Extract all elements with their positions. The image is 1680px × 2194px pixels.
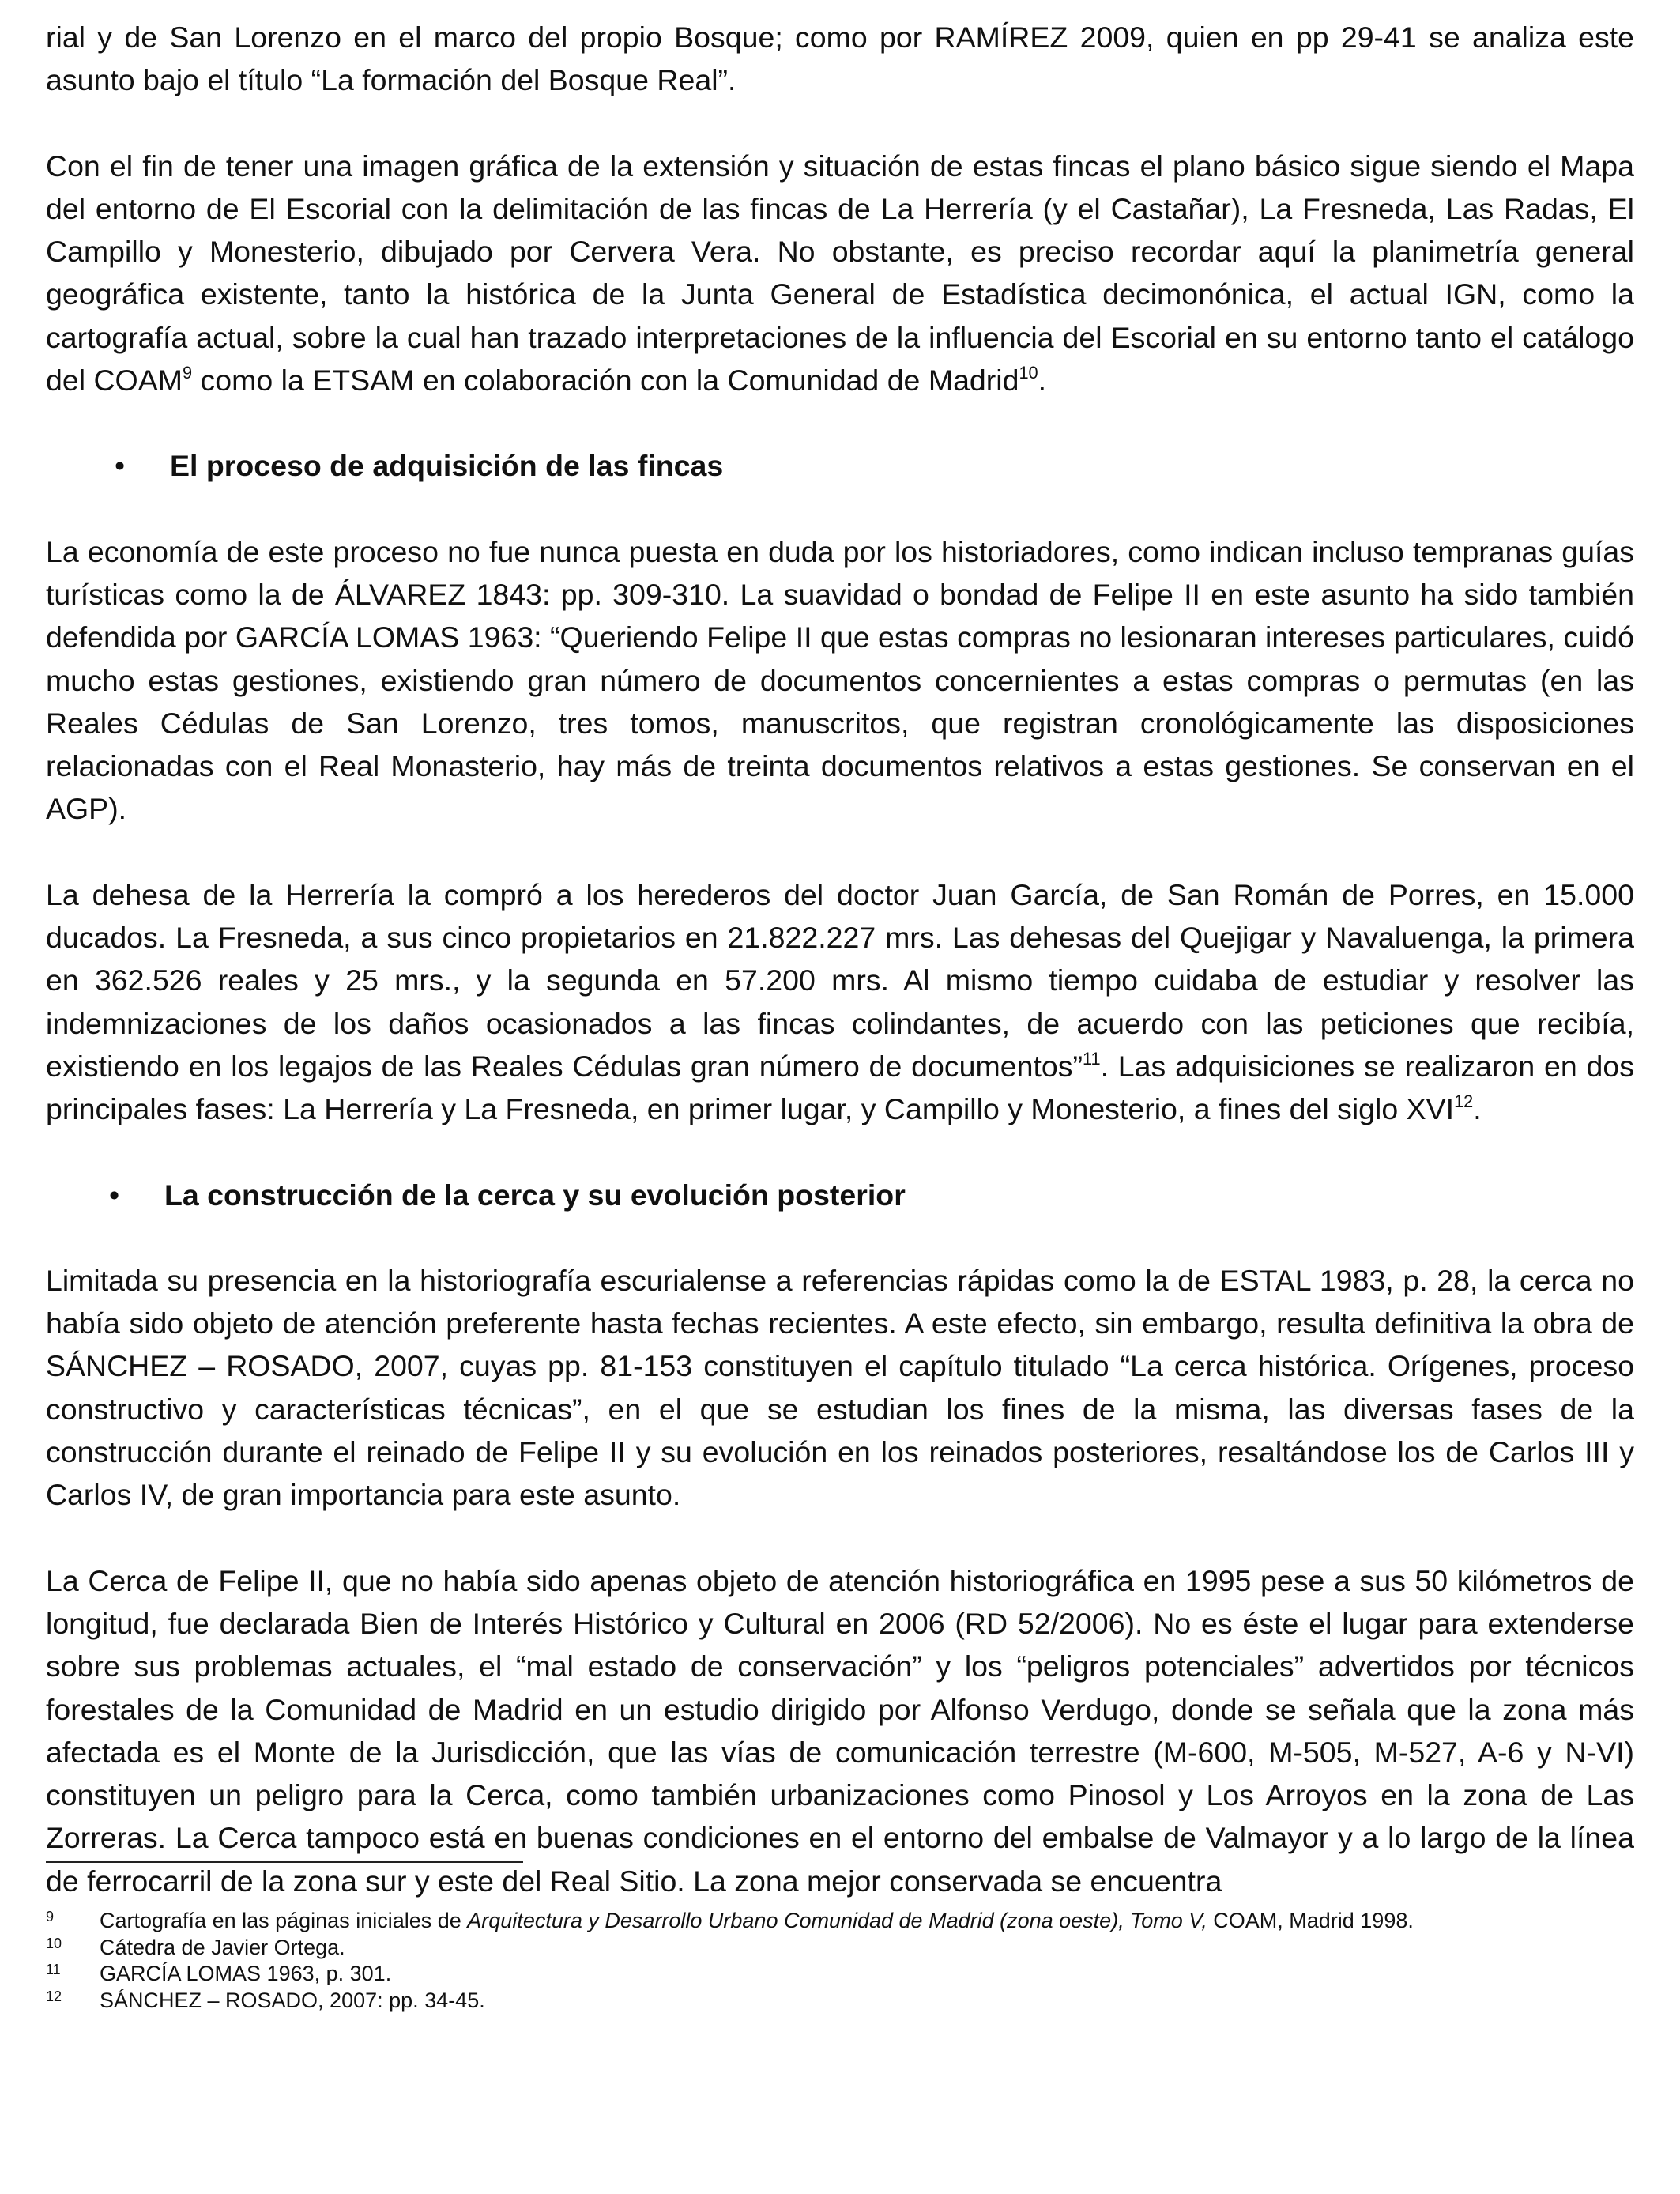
section-heading-adquisicion xyxy=(46,444,1634,487)
footnote-ref-11[interactable]: 11 xyxy=(1082,1048,1101,1069)
footnote-text: GARCÍA LOMAS 1963, p. 301. xyxy=(100,1962,392,1985)
footnote-separator xyxy=(46,1861,523,1863)
footnote-text: Cátedra de Javier Ortega. xyxy=(100,1935,345,1959)
footnote-text: SÁNCHEZ – ROSADO, 2007: pp. 34-45. xyxy=(100,1988,485,2012)
paragraph-dehesa-text-a: La dehesa de la Herrería la compró a los herederos del doctor Juan García, de San Román de Porres, en 15.000 ducados. La Fresneda, a sus cinco propietarios en 21.822.227 mrs. Las dehesas del Quejigar y Navaluenga, la primera en 362.526 reales y 25 mrs., y la segunda en 57.200 mrs. Al mismo tiempo cuidaba de estudiar y resolver las indemnizaciones de los daños ocasionados a las fincas colindantes, de acuerdo con las peticiones que recibía, existiendo en los legajos de las Reales Cédulas gran número de documentos” xyxy=(46,877,1634,1083)
footnote-10 xyxy=(46,1935,1634,1962)
footnote-number: 10 xyxy=(46,1935,62,1951)
bullet-icon: • xyxy=(115,449,126,483)
paragraph-dehesa-text-c: . xyxy=(1473,1092,1482,1126)
footnotes xyxy=(46,1908,1634,2014)
paragraph-intro-continuation: rial y de San Lorenzo en el marco del propio Bosque; como por RAMÍREZ 2009, quien en pp 29-41 se analiza este asunto bajo el título “La formación del Bosque Real”. xyxy=(46,21,1634,97)
footnote-text: Cartografía en las páginas iniciales de xyxy=(100,1909,468,1932)
footnote-9 xyxy=(46,1908,1634,1935)
paragraph-historiografia: Limitada su presencia en la historiografía escurialense a referencias rápidas como la de ESTAL 1983, p. 28, la cerca no había sido objeto de atención preferente hasta fechas recientes. A este efecto, sin embargo, resulta definitiva la obra de SÁNCHEZ – ROSADO, 2007, cuyas pp. 81-153 constituyen el capítulo titulado “La cerca histórica. Orígenes, proceso constructivo y características técnicas”, en el que se estudian los fines de la misma, las diversas fases de la construcción durante el reinado de Felipe II y su evolución en los reinados posteriores, resaltándose los de Carlos III y Carlos IV, de gran importancia para este asunto. xyxy=(46,1263,1634,1512)
footnote-number: 11 xyxy=(46,1962,61,1977)
paragraph-cartography-text-b: como la ETSAM en colaboración con la Comunidad de Madrid xyxy=(192,364,1019,398)
paragraph-cartography-text-a: Con el fin de tener una imagen gráfica de la extensión y situación de estas fincas el plano básico sigue siendo el Mapa del entorno de El Escorial con la delimitación de las fincas de La Herrería (y el Castañar), La Fresneda, Las Radas, El Campillo y Monesterio, dibujado por Cervera Vera. No obstante, es preciso recordar aquí la planimetría general geográfica existente, tanto la histórica de la Junta General de Estadística decimonónica, el actual IGN, como la cartografía actual, sobre la cual han trazado interpretaciones de la influencia del Escorial en su entorno tanto el catálogo del COAM xyxy=(46,149,1634,398)
footnote-text: COAM, Madrid 1998. xyxy=(1207,1909,1414,1932)
paragraph-cartography-text-c: . xyxy=(1038,364,1047,398)
section-heading-text: La construcción de la cerca y su evolución posterior xyxy=(164,1178,906,1212)
paragraph-dehesa-text-b: . Las adquisiciones se realizaron en dos principales fases: La Herrería y La Fresneda, en primer lugar, y Campillo y Monesterio, a fines del siglo XVI xyxy=(46,1049,1635,1126)
document-body xyxy=(46,16,1634,1902)
bullet-icon: • xyxy=(109,1178,120,1212)
footnote-ref-12[interactable]: 12 xyxy=(1454,1091,1474,1112)
footnote-number: 9 xyxy=(46,1909,55,1924)
footnote-number: 12 xyxy=(46,1988,62,2004)
paragraph-cerca-felipe: La Cerca de Felipe II, que no había sido apenas objeto de atención historiográfica en 1995 pese a sus 50 kilómetros de longitud, fue declarada Bien de Interés Histórico y Cultural en 2006 (RD 52/2006). No es éste el lugar para extenderse sobre sus problemas actuales, el “mal estado de conservación” y los “peligros potenciales” advertidos por técnicos forestales de la Comunidad de Madrid en un estudio dirigido por Alfonso Verdugo, donde se señala que la zona más afectada es el Monte de la Jurisdicción, que las vías de comunicación terrestre (M-600, M-505, M-527, A-6 y N-VI) constituyen un peligro para la Cerca, como también urbanizaciones como Pinosol y Los Arroyos en la zona de Las Zorreras. La Cerca tampoco está en buenas condiciones en el entorno del embalse de Valmayor y a lo largo de la línea de ferrocarril de la zona sur y este del Real Sitio. La zona mejor conservada se encuentra xyxy=(46,1563,1634,1898)
paragraph-dehesa xyxy=(46,873,1634,1131)
footnote-ref-9[interactable]: 9 xyxy=(182,362,193,383)
section-heading-text: El proceso de adquisición de las fincas xyxy=(170,449,724,483)
paragraph-cartography xyxy=(46,145,1634,402)
paragraph-economia: La economía de este proceso no fue nunca puesta en duda por los historiadores, como indican incluso tempranas guías turísticas como la de ÁLVAREZ 1843: pp. 309-310. La suavidad o bondad de Felipe II en este asunto ha sido también defendida por GARCÍA LOMAS 1963: “Queriendo Felipe II que estas compras no lesionaran intereses particulares, cuidó mucho estas gestiones, existiendo gran número de documentos concernientes a estas compras o permutas (en las Reales Cédulas de San Lorenzo, tres tomos, manuscritos, que registran cronológicamente las disposiciones relacionadas con el Real Monasterio, hay más de treinta documentos relativos a estas gestiones. Se conservan en el AGP). xyxy=(46,534,1634,826)
footnote-ref-10[interactable]: 10 xyxy=(1019,362,1038,383)
footnote-12 xyxy=(46,1988,1634,2015)
footnote-italic-title: Arquitectura y Desarrollo Urbano Comunidad de Madrid (zona oeste), Tomo V, xyxy=(467,1909,1207,1932)
footnote-11 xyxy=(46,1961,1634,1988)
section-heading-cerca xyxy=(46,1174,1634,1216)
